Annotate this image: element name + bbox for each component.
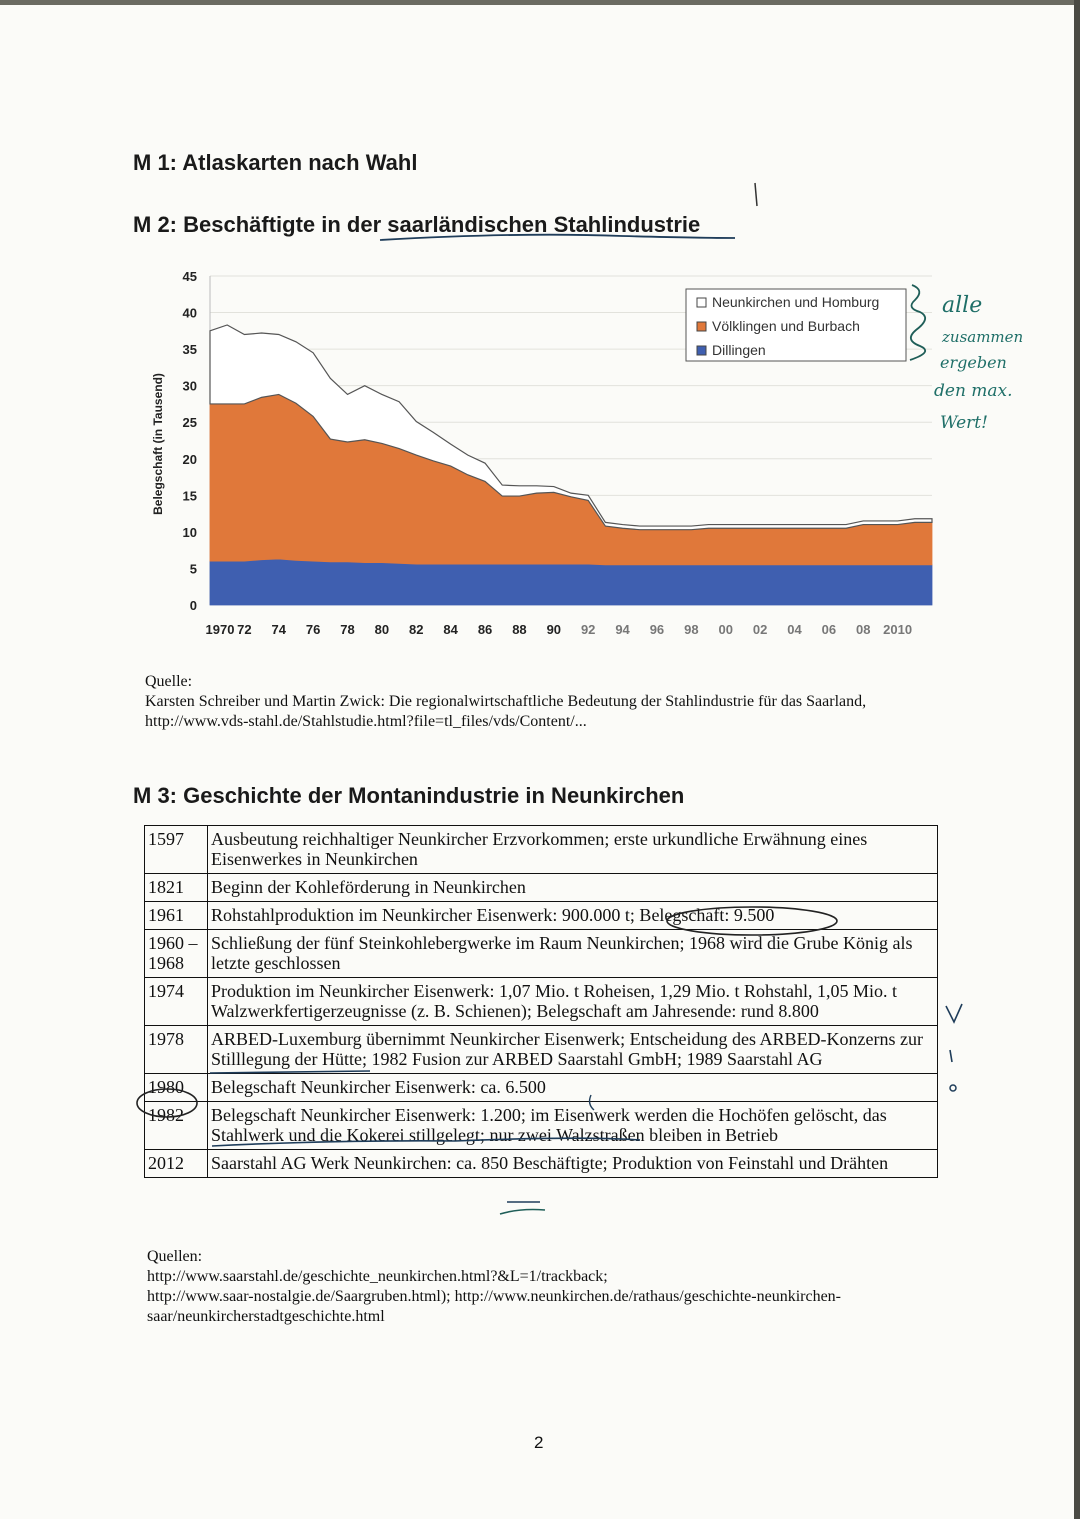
table-row	[145, 978, 938, 1026]
chart-legend	[686, 289, 906, 361]
x-tick-label: 00	[718, 622, 733, 637]
heading-m1: M 1: Atlaskarten nach Wahl	[133, 150, 418, 175]
y-axis-label: Belegschaft (in Tausend)	[151, 373, 165, 515]
x-tick-label: 2010	[883, 622, 913, 637]
x-tick-labels	[206, 622, 913, 637]
legend-label-dillingen: Dillingen	[712, 342, 766, 358]
margin-circle-mark	[950, 1085, 956, 1091]
event-cell: Schließung der fünf Steinkohlebergwerke im Raum Neunkirchen; 1968 wird die Grube König als letzte geschlossen	[208, 930, 938, 978]
event-cell: Beginn der Kohleförderung in Neunkirchen	[208, 874, 938, 902]
x-tick-label: 80	[374, 622, 390, 637]
table-row	[145, 930, 938, 978]
year-cell: 2012	[145, 1150, 208, 1178]
table-row	[145, 1102, 938, 1150]
legend-swatch-dillingen	[697, 346, 706, 355]
x-tick-label: 08	[856, 622, 871, 637]
note-line-1: alle	[942, 293, 983, 318]
source-m2	[145, 672, 935, 732]
source-m3-line1: http://www.saarstahl.de/geschichte_neunkirchen.html?&L=1/trackback;	[147, 1268, 608, 1285]
year-cell: 1974	[145, 978, 208, 1026]
legend-label-voelklingen: Völklingen und Burbach	[712, 318, 860, 334]
year-cell: 1961	[145, 902, 208, 930]
x-tick-label: 04	[787, 622, 802, 637]
event-cell: Belegschaft Neunkircher Eisenwerk: 1.200; im Eisenwerk werden die Hochöfen gelöscht, das Stahlwerk und die Kokerei stillgelegt; nur zwei Walzstraßen bleiben in Betrieb	[208, 1102, 938, 1150]
x-tick-label: 90	[546, 622, 562, 637]
source-m2-text: Karsten Schreiber und Martin Zwick: Die regionalwirtschaftliche Bedeutung der Stahlindustrie für das Saarland, http://www.vds-stahl.de/Stahlstudie.html?file=tl_files/vds/Content/...	[145, 693, 867, 730]
y-tick-labels	[183, 269, 197, 613]
x-tick-label: 06	[821, 622, 837, 637]
page-number: 2	[534, 1433, 544, 1452]
table-row	[145, 826, 938, 874]
x-tick-label: 88	[512, 622, 527, 637]
year-cell: 1597	[145, 826, 208, 874]
legend-swatch-neunkirchen	[697, 298, 706, 307]
note-line-2: zusammen	[942, 328, 1024, 346]
x-tick-label: 94	[615, 622, 630, 637]
year-cell: 1821	[145, 874, 208, 902]
table-row	[145, 1150, 938, 1178]
year-cell: 1980	[145, 1074, 208, 1102]
note-line-4: den max.	[934, 381, 1013, 401]
note-line-3: ergeben	[940, 353, 1007, 372]
event-cell: Produktion im Neunkircher Eisenwerk: 1,07 Mio. t Roheisen, 1,29 Mio. t Rohstahl, 1,05 Mio. t Walzwerkfertigerzeugnisse (z. B. Schienen); Belegschaft am Jahresende: rund 8.800	[208, 978, 938, 1026]
y-tick-label: 30	[182, 378, 197, 394]
event-cell: ARBED-Luxemburg übernimmt Neunkircher Eisenwerk; Entscheidung des ARBED-Konzerns zur Stilllegung der Hütte; 1982 Fusion zur ARBED Saarstahl GmbH; 1989 Saarstahl AG	[208, 1026, 938, 1074]
y-tick-label: 35	[182, 342, 197, 358]
x-tick-label: 1970	[205, 622, 235, 637]
y-tick-label: 20	[182, 451, 197, 467]
x-tick-label: 74	[271, 622, 286, 637]
year-cell: 1982	[145, 1102, 208, 1150]
y-tick-label: 40	[182, 305, 197, 321]
table-row	[145, 1074, 938, 1102]
y-tick-label: 45	[182, 269, 197, 284]
x-tick-label: 78	[340, 622, 355, 637]
source-m3-label: Quellen:	[147, 1248, 203, 1265]
x-tick-label: 96	[649, 622, 665, 637]
x-tick-label: 76	[305, 622, 321, 637]
x-tick-label: 92	[580, 622, 596, 637]
history-table	[144, 825, 938, 1178]
event-cell: Rohstahlproduktion im Neunkircher Eisenwerk: 900.000 t; Belegschaft: 9.500	[208, 902, 938, 930]
x-tick-label: 98	[684, 622, 699, 637]
table-row	[145, 874, 938, 902]
y-tick-label: 25	[182, 415, 197, 431]
x-tick-label: 84	[443, 622, 458, 637]
margin-stroke	[950, 1050, 952, 1062]
margin-tick-mark	[755, 183, 757, 206]
area-dillingen	[210, 559, 932, 605]
heading-m2: M 2: Beschäftigte in der saarländischen Stahlindustrie	[133, 212, 701, 237]
event-cell: Ausbeutung reichhaltiger Neunkircher Erzvorkommen; erste urkundliche Erwähnung eines Eisenwerkes in Neunkirchen	[208, 826, 938, 874]
source-m3-line2: http://www.saar-nostalgie.de/Saargruben.html); http://www.neunkirchen.de/rathaus/geschichte-neunkirchen-saar/neunkircherstadtgeschichte.html	[147, 1288, 841, 1325]
note-line-5: Wert!	[940, 413, 988, 433]
year-cell: 1978	[145, 1026, 208, 1074]
legend-swatch-voelklingen	[697, 322, 706, 331]
table-row	[145, 902, 938, 930]
squiggle-850	[500, 1210, 545, 1215]
scan-top-edge	[0, 0, 1080, 5]
x-tick-label: 02	[752, 622, 768, 637]
chart-areas	[210, 325, 932, 605]
source-m3	[147, 1247, 937, 1327]
heading-m3: M 3: Geschichte der Montanindustrie in Neunkirchen	[133, 783, 685, 808]
event-cell: Saarstahl AG Werk Neunkirchen: ca. 850 Beschäftigte; Produktion von Feinstahl und Drähten	[208, 1150, 938, 1178]
legend-label-neunkirchen: Neunkirchen und Homburg	[712, 294, 880, 310]
y-tick-label: 10	[182, 524, 197, 540]
y-tick-label: 0	[189, 598, 197, 613]
y-tick-label: 15	[182, 488, 197, 504]
scan-right-edge	[1074, 0, 1080, 1519]
check-mark	[946, 1004, 962, 1022]
table-row	[145, 1026, 938, 1074]
year-cell: 1960 – 1968	[145, 930, 208, 978]
employment-area-chart	[140, 262, 940, 647]
x-tick-label: 86	[477, 622, 493, 637]
x-tick-label: 82	[409, 622, 424, 637]
y-tick-label: 5	[189, 561, 197, 577]
x-tick-label: 72	[237, 622, 252, 637]
source-m2-label: Quelle:	[145, 673, 193, 690]
event-cell: Belegschaft Neunkircher Eisenwerk: ca. 6.500	[208, 1074, 938, 1102]
